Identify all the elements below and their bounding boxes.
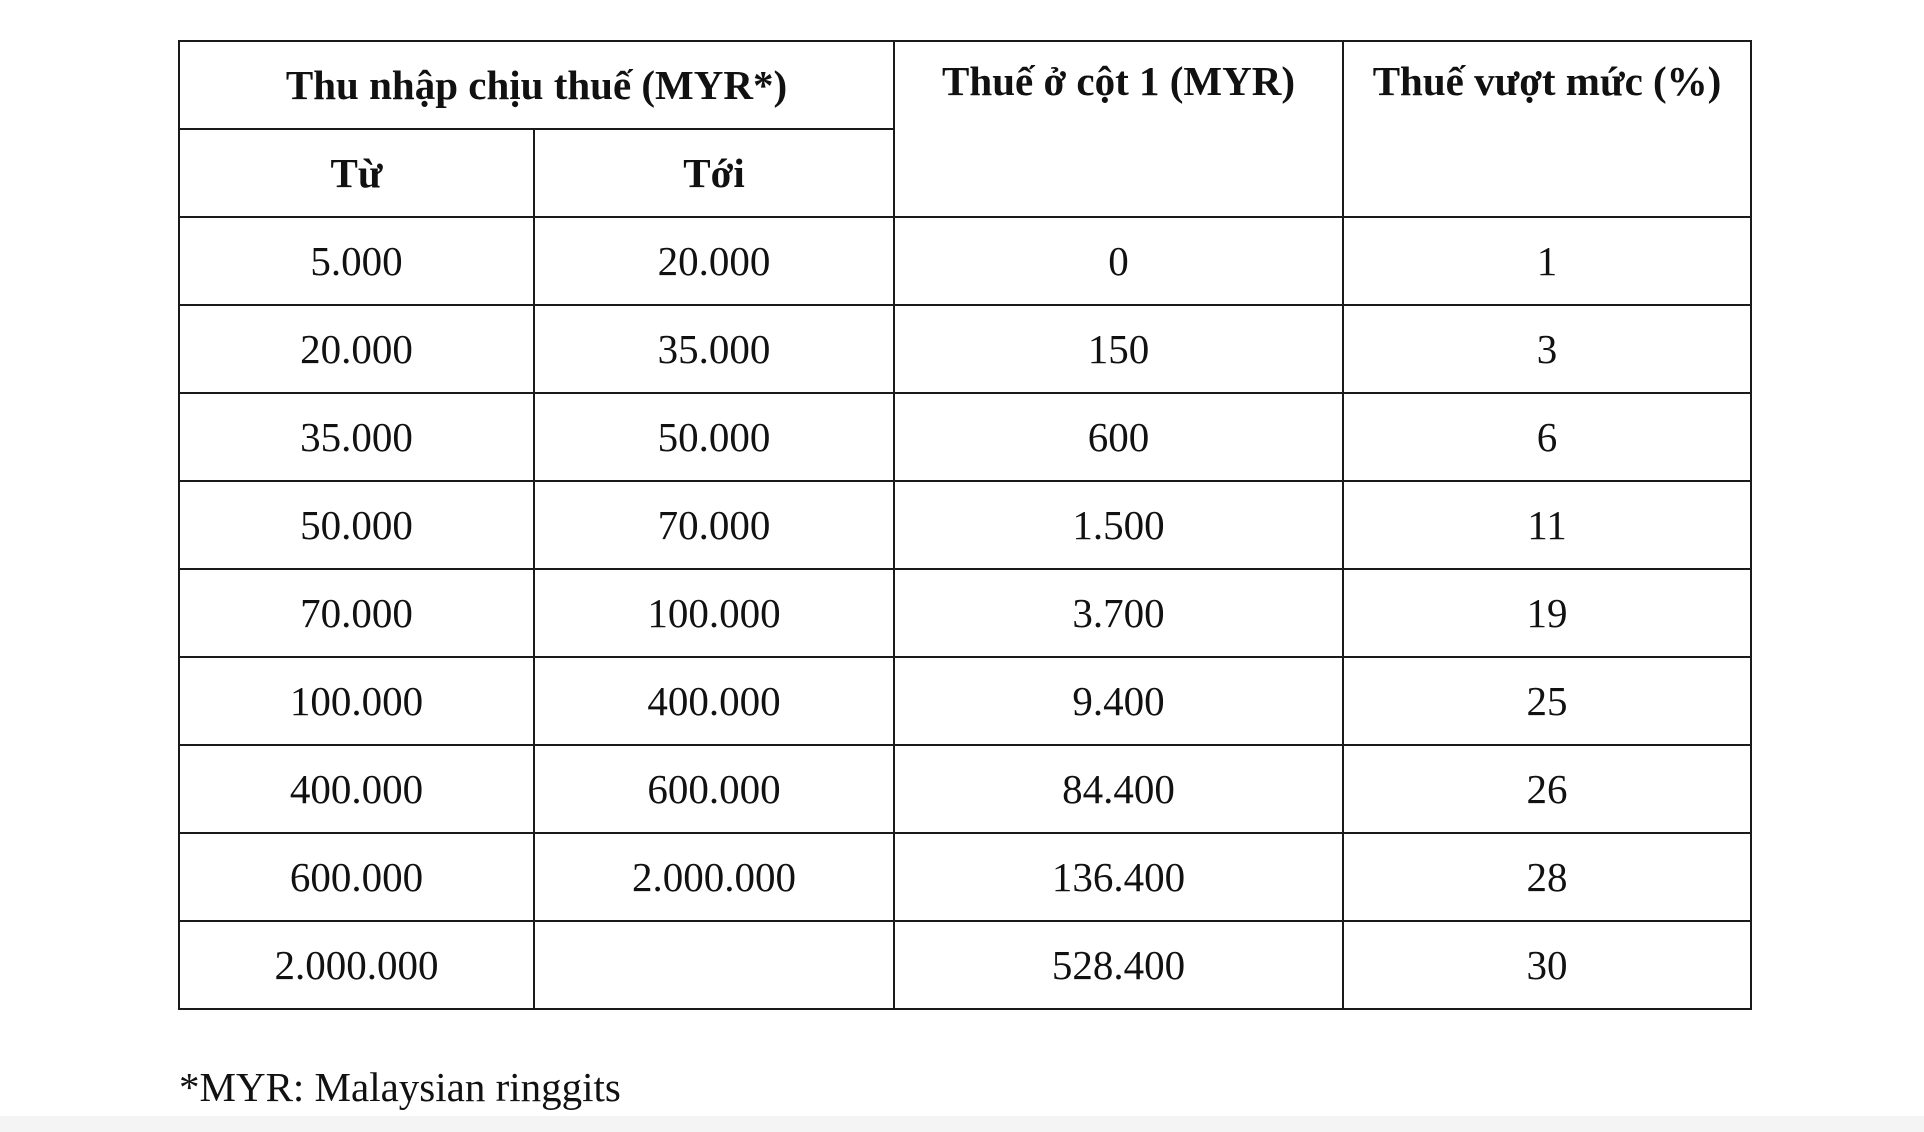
cell-to: 600.000 <box>534 745 894 833</box>
table-row <box>179 305 1751 393</box>
cell-from: 70.000 <box>179 569 534 657</box>
cell-rate: 1 <box>1343 217 1751 305</box>
cell-to: 20.000 <box>534 217 894 305</box>
cell-to <box>534 921 894 1009</box>
table-row <box>179 569 1751 657</box>
cell-tax: 1.500 <box>894 481 1343 569</box>
table-row <box>179 921 1751 1009</box>
tax-rate-table <box>178 40 1752 1010</box>
cell-tax: 600 <box>894 393 1343 481</box>
header-to: Tới <box>534 129 894 217</box>
table-row <box>179 657 1751 745</box>
cell-tax: 136.400 <box>894 833 1343 921</box>
cell-from: 20.000 <box>179 305 534 393</box>
cell-rate: 25 <box>1343 657 1751 745</box>
cell-rate: 26 <box>1343 745 1751 833</box>
header-row-1 <box>179 41 1751 129</box>
header-from: Từ <box>179 129 534 217</box>
cell-tax: 528.400 <box>894 921 1343 1009</box>
cell-rate: 28 <box>1343 833 1751 921</box>
cell-from: 400.000 <box>179 745 534 833</box>
cell-from: 2.000.000 <box>179 921 534 1009</box>
header-excess-rate: Thuế vượt mức (%) <box>1343 41 1751 217</box>
header-taxable-income: Thu nhập chịu thuế (MYR*) <box>179 41 894 129</box>
table-row <box>179 393 1751 481</box>
cell-from: 5.000 <box>179 217 534 305</box>
footnote: *MYR: Malaysian ringgits <box>179 1064 621 1110</box>
cell-to: 2.000.000 <box>534 833 894 921</box>
cell-tax: 0 <box>894 217 1343 305</box>
cell-tax: 84.400 <box>894 745 1343 833</box>
cell-to: 35.000 <box>534 305 894 393</box>
cell-rate: 6 <box>1343 393 1751 481</box>
cell-rate: 3 <box>1343 305 1751 393</box>
table-row <box>179 745 1751 833</box>
cell-to: 400.000 <box>534 657 894 745</box>
cell-to: 50.000 <box>534 393 894 481</box>
bottom-edge <box>0 1116 1924 1132</box>
cell-from: 35.000 <box>179 393 534 481</box>
cell-rate: 19 <box>1343 569 1751 657</box>
cell-from: 600.000 <box>179 833 534 921</box>
cell-rate: 11 <box>1343 481 1751 569</box>
table-row <box>179 481 1751 569</box>
cell-tax: 9.400 <box>894 657 1343 745</box>
header-tax-column-1: Thuế ở cột 1 (MYR) <box>894 41 1343 217</box>
cell-tax: 3.700 <box>894 569 1343 657</box>
table-row <box>179 217 1751 305</box>
table-row <box>179 833 1751 921</box>
cell-rate: 30 <box>1343 921 1751 1009</box>
cell-to: 100.000 <box>534 569 894 657</box>
cell-to: 70.000 <box>534 481 894 569</box>
cell-from: 100.000 <box>179 657 534 745</box>
cell-from: 50.000 <box>179 481 534 569</box>
cell-tax: 150 <box>894 305 1343 393</box>
